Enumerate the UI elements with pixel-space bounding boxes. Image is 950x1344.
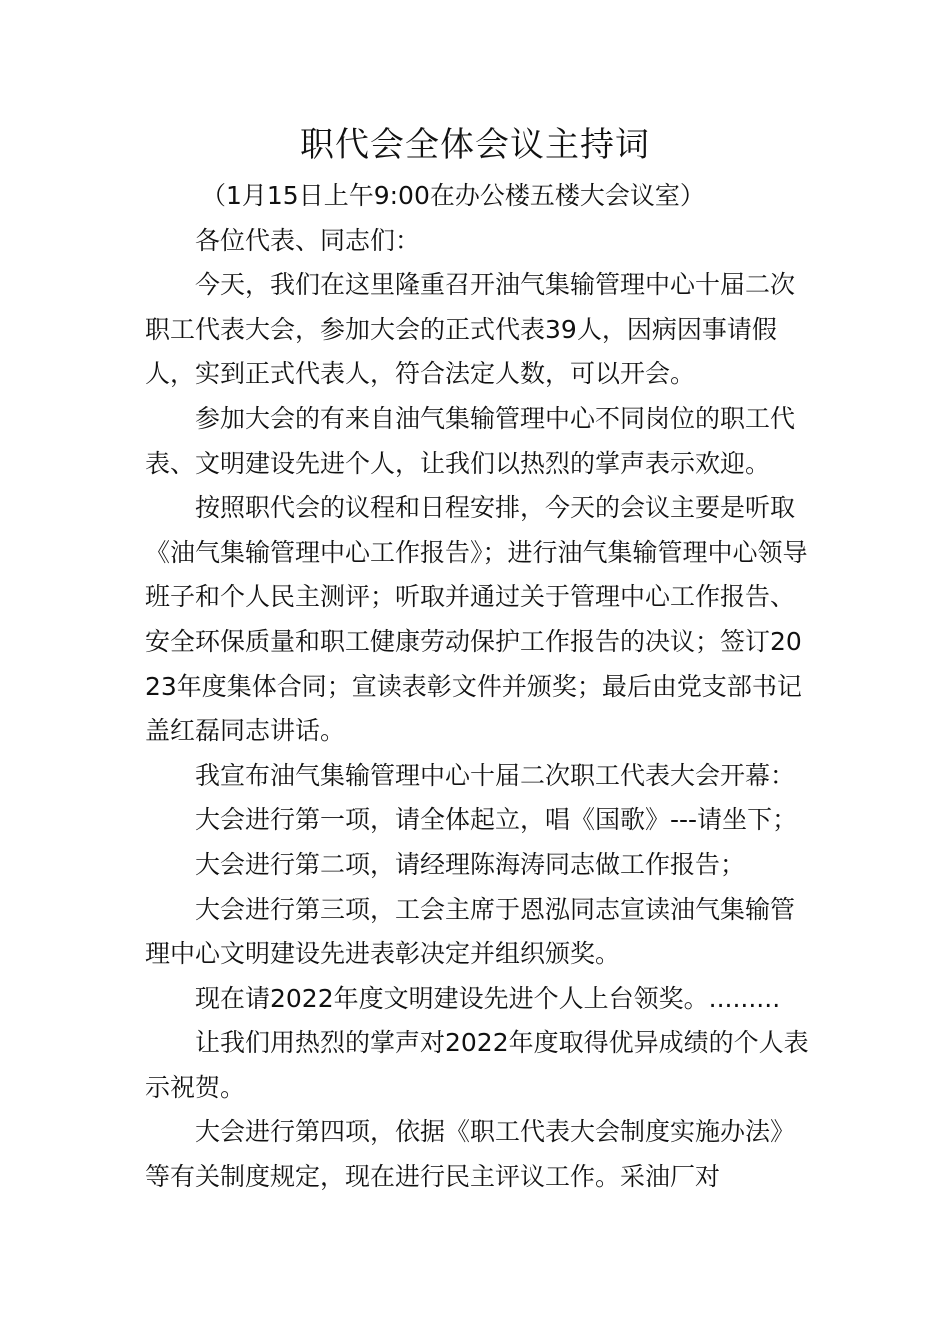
paragraph-opening: 今天，我们在这里隆重召开油气集输管理中心十届二次职工代表大会，参加大会的正式代表39人，因病因事请假人，实到正式代表人，符合法定人数，可以开会。	[145, 270, 796, 389]
agenda-item-4: 大会进行第四项，依据《职工代表大会制度实施办法》等有关制度规定，现在进行民主评议工作。采油厂对	[145, 1117, 796, 1192]
document-title: 职代会全体会议主持词	[300, 125, 650, 165]
meeting-time-location: （1月15日上午9:00在办公楼五楼大会议室）	[201, 181, 705, 210]
agenda-item-3: 大会进行第三项，工会主席于恩泓同志宣读油气集输管理中心文明建设先进表彰决定并组织颁奖。	[145, 894, 796, 969]
agenda-item-1: 大会进行第一项，请全体起立，唱《国歌》---请坐下；	[195, 805, 798, 835]
salutation: 各位代表、同志们：	[195, 225, 421, 255]
paragraph-attendees: 参加大会的有来自油气集输管理中心不同岗位的职工代表、文明建设先进个人，让我们以热烈的掌声表示欢迎。	[145, 403, 796, 478]
congratulations: 让我们用热烈的掌声对2022年度取得优异成绩的个人表示祝贺。	[145, 1028, 809, 1102]
agenda-item-2: 大会进行第二项，请经理陈海涛同志做工作报告；	[195, 849, 746, 879]
award-announcement: 现在请2022年度文明建设先进个人上台领奖。.........	[195, 983, 781, 1013]
paragraph-declaration: 我宣布油气集输管理中心十届二次职工代表大会开幕：	[195, 760, 796, 790]
paragraph-agenda: 按照职代会的议程和日程安排，今天的会议主要是听取《油气集输管理中心工作报告》；进行油气集输管理中心领导班子和个人民主测评；听取并通过关于管理中心工作报告、安全环保质量和职工健康劳动保护工作报告的决议；签订2023年度集体合同；宣读表彰文件并颁奖；最后由党支部书记盖红磊同志讲话。	[145, 493, 808, 746]
document-body	[145, 174, 815, 1200]
